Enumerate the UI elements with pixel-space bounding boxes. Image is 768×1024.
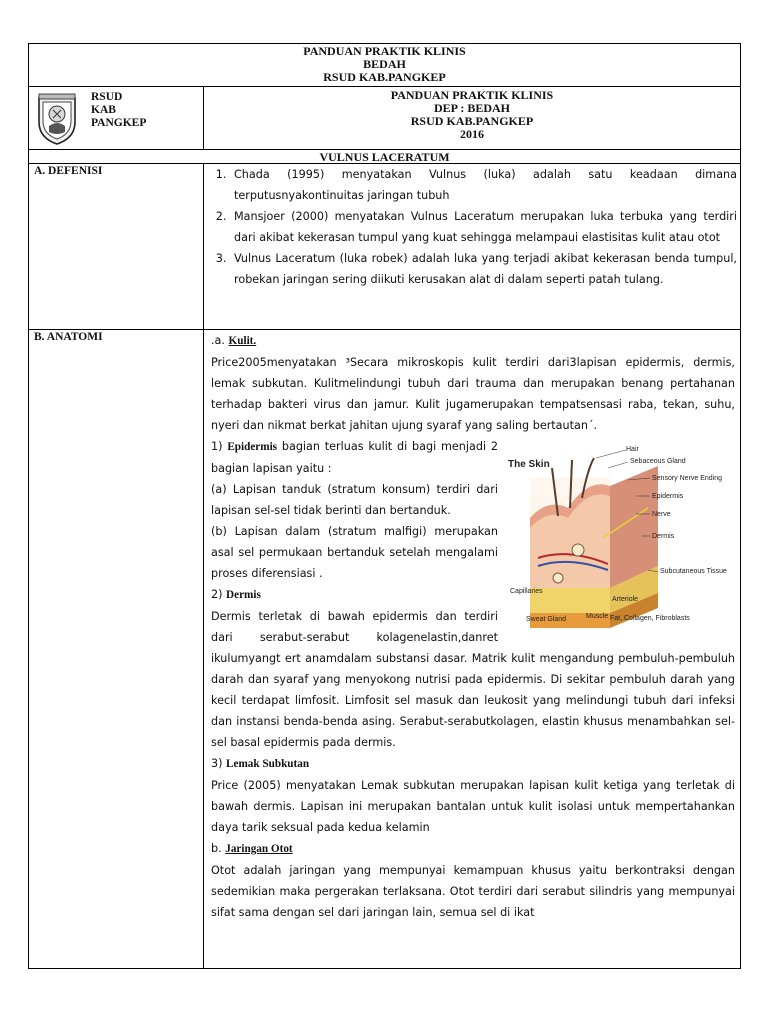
kulit-heading-line (211, 330, 735, 352)
definition-list (204, 164, 740, 290)
header-top-line3: RSUD KAB.PANGKEP (323, 70, 446, 84)
definition-item: 2. Mansjoer (2000) menyatakan Vulnus Laceratum merupakan luka terbuka yang terdiri dari akibat kekerasan tumpul yang kuat sehingga melampaui elastisitas kulit atau otot (230, 206, 737, 248)
header-info-cell (204, 87, 740, 150)
otot-heading-line (211, 838, 735, 860)
figure-label-fat: Fat, Collagen, Fibroblasts (610, 615, 690, 622)
hospital-logo-icon (35, 92, 79, 146)
header-top (29, 44, 740, 87)
epidermis-number: 1) (211, 440, 228, 453)
hospital-name-line1: RSUD (91, 91, 123, 103)
kulit-paragraph: Price2005menyatakan ³Secara mikroskopis kulit terdiri dari3lapisan epidermis, dermis, lemak subkutan. Kulitmelindungi tubuh dari trauma dan merupakan benang pertahanan terhadap bakteri virus dan jamur. Kulit jugamerupakan tempatsensasi raba, tekan, suhu, nyeri dan nikmat berkat jahitan ujung syaraf yang saling bertautan´. (211, 356, 735, 432)
kulit-prefix: .a. (211, 334, 229, 347)
epidermis-heading: Epidermis (227, 441, 278, 453)
otot-heading: Jaringan Otot (225, 843, 293, 855)
dermis-heading: Dermis (226, 589, 261, 601)
lemak-number: 3) (211, 757, 227, 770)
figure-label-subcutaneous: Subcutaneous Tissue (660, 568, 727, 575)
figure-label-sebaceous: Sebaceous Gland (630, 458, 686, 465)
otot-prefix: b. (211, 842, 226, 855)
figure-label-epidermis: Epidermis (652, 493, 684, 500)
kulit-heading: Kulit. (228, 335, 257, 347)
header-right-line4: 2016 (460, 127, 484, 141)
figure-label-sweat: Sweat Gland (526, 616, 567, 623)
header-top-line2: BEDAH (363, 57, 406, 71)
epidermis-layer-a: (a) Lapisan tanduk (stratum konsum) terdiri dari lapisan sel-sel tidak berinti dan bertanduk. (211, 483, 498, 517)
epidermis-text: bagian terluas kulit di bagi menjadi 2 bagian lapisan yaitu : (211, 440, 498, 475)
definition-item: 3. Vulnus Laceratum (luka robek) adalah luka yang terjadi akibat kekerasan benda tumpul, robekan jaringan sering diikuti kerusakan alat di dalam seperti patah tulang. (230, 248, 737, 290)
hospital-name (91, 91, 146, 130)
dermis-paragraph: Dermis terletak di bawah epidermis dan terdiri dari serabut-serabut kolagenelastin,danret ikulumyangt ert anamdalam substansi dasar. Matrik kulit mengandung pembuluh-pembuluh darah dan syaraf yang menyokong nutrisi pada epidermis. Di sekitar pembuluh darah yang kecil terdapat limfosit. Limfosit sel masuk dan leukosit yang melindungi tubuh dari infeksi dan instansi benda-benda asing. Serabut-serabutkolagen, elastin khusus menambahkan sel-sel basal epidermis pada dermis. (211, 610, 735, 749)
header-right-line2: DEP : BEDAH (433, 101, 510, 115)
figure-label-nerve: Nerve (652, 511, 671, 518)
header-right-line1: PANDUAN PRAKTIK KLINIS (390, 88, 554, 102)
figure-title: The Skin (508, 459, 550, 470)
section-b-label: B. ANATOMI (29, 330, 204, 968)
section-b-body (204, 330, 740, 968)
skin-diagram (508, 438, 738, 648)
header-hospital-cell (29, 87, 204, 150)
otot-paragraph: Otot adalah jaringan yang mempunyai kemampuan khusus yaitu berkontraksi dengan sedemikian maka pergerakan terlaksana. Otot terdiri dari serabut silindris yang mempunyai sifat sama dengan sel dari jaringan lain, semua sel di ikat (211, 864, 735, 919)
figure-label-hair: Hair (626, 446, 639, 453)
section-a-body (204, 164, 740, 330)
figure-label-arteriole: Arteriole (612, 596, 639, 603)
lemak-paragraph: Price (2005) menyatakan Lemak subkutan merupakan lapisan kulit ketiga yang terletak di bawah dermis. Lapisan ini merupakan bantalan untuk kulit isolasi untuk mempertahankan daya tarik seksual pada kedua kelamin (211, 779, 735, 834)
figure-label-sensory: Sensory Nerve Ending (652, 475, 723, 482)
lemak-heading: Lemak Subkutan (226, 758, 310, 770)
header-top-line1: PANDUAN PRAKTIK KLINIS (303, 44, 466, 58)
hospital-name-line3: PANGKEP (91, 117, 147, 129)
document-page (28, 43, 741, 969)
dermis-number: 2) (211, 588, 227, 601)
definition-item: 1. Chada (1995) menyatakan Vulnus (luka) adalah satu keadaan dimana terputusnyakontinuitas jaringan tubuh (230, 164, 737, 206)
lemak-heading-line (211, 753, 735, 775)
section-a-label: A. DEFENISI (29, 164, 204, 330)
figure-label-dermis: Dermis (652, 533, 675, 540)
figure-label-muscle: Muscle (586, 613, 609, 620)
document-title: VULNUS LACERATUM (29, 150, 740, 164)
hospital-name-line2: KAB (91, 104, 116, 116)
figure-label-capillaries: Capillaries (510, 588, 543, 595)
epidermis-layer-b: (b) Lapisan dalam (stratum malfigi) merupakan asal sel permukaan bertanduk setelah mengalami proses diferensiasi . (211, 525, 498, 580)
header-right-line3: RSUD KAB.PANGKEP (410, 114, 534, 128)
